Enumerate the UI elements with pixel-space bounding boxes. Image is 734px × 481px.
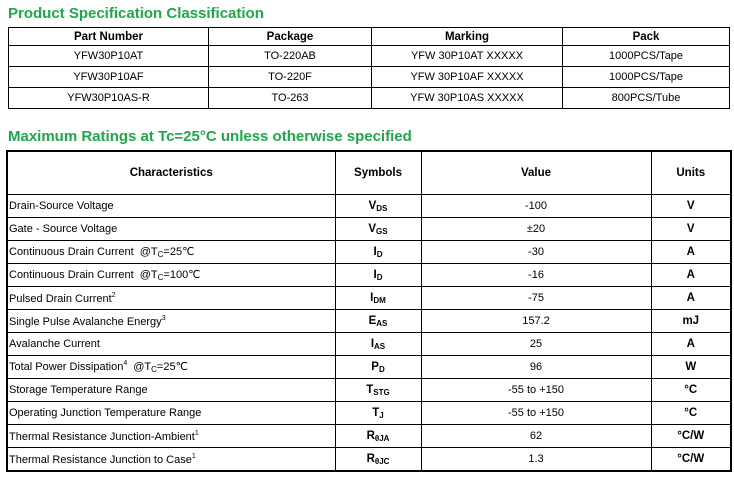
characteristic-cell xyxy=(7,402,335,425)
characteristic-cell xyxy=(7,241,335,264)
ratings-row xyxy=(7,310,731,333)
symbol-cell xyxy=(335,425,421,448)
symbol-cell xyxy=(335,195,421,218)
symbol-subscript: θJA xyxy=(374,433,390,443)
unit-cell: °C/W xyxy=(651,425,731,448)
spec-cell-package: TO-263 xyxy=(209,88,372,109)
value-cell: -30 xyxy=(421,241,651,264)
symbol-cell xyxy=(335,218,421,241)
characteristic-cell xyxy=(7,310,335,333)
symbol-subscript: DS xyxy=(376,203,388,213)
characteristic-cell xyxy=(7,287,335,310)
spec-header-package: Package xyxy=(209,28,372,46)
condition-prefix: @T xyxy=(133,361,152,373)
symbol-letter: R xyxy=(366,452,375,465)
condition-subscript: C xyxy=(157,250,164,259)
characteristic-label: Drain-Source Voltage xyxy=(9,200,114,212)
symbol-subscript: AS xyxy=(374,341,386,351)
spec-header-marking: Marking xyxy=(372,28,563,46)
unit-cell: A xyxy=(651,287,731,310)
symbol-subscript: J xyxy=(379,410,384,420)
spec-cell-marking: YFW 30P10AS XXXXX xyxy=(372,88,563,109)
ratings-row xyxy=(7,195,731,218)
condition-prefix: @T xyxy=(139,246,158,258)
symbol-cell xyxy=(335,241,421,264)
spec-cell-part-number: YFW30P10AS-R xyxy=(9,88,209,109)
condition-subscript: C xyxy=(157,273,164,282)
characteristic-label: Single Pulse Avalanche Energy xyxy=(9,315,162,328)
value-cell: -16 xyxy=(421,264,651,287)
ratings-row xyxy=(7,402,731,425)
spec-cell-pack: 1000PCS/Tape xyxy=(563,67,730,88)
unit-cell: V xyxy=(651,218,731,241)
unit-cell: A xyxy=(651,333,731,356)
characteristic-label: Pulsed Drain Current xyxy=(9,292,112,305)
characteristic-label: Operating Junction Temperature Range xyxy=(9,407,202,419)
characteristic-label: Continuous Drain Current xyxy=(9,269,134,281)
characteristic-cell xyxy=(7,425,335,448)
spec-cell-package: TO-220F xyxy=(209,67,372,88)
unit-cell: A xyxy=(651,264,731,287)
spec-cell-package: TO-220AB xyxy=(209,46,372,67)
symbol-subscript: θJC xyxy=(374,456,390,466)
condition-prefix: @T xyxy=(139,269,158,281)
symbol-letter: T xyxy=(372,406,380,419)
characteristic-label: Total Power Dissipation xyxy=(9,361,124,373)
symbol-letter: T xyxy=(366,383,374,396)
value-cell: 157.2 xyxy=(421,310,651,333)
condition-subscript: C xyxy=(151,365,157,374)
symbol-letter: V xyxy=(368,199,377,212)
footnote-ref: 1 xyxy=(194,429,199,437)
characteristic-label: Gate - Source Voltage xyxy=(9,223,118,235)
ratings-header-units: Units xyxy=(651,151,731,195)
footnote-ref: 4 xyxy=(123,360,128,367)
characteristic-cell xyxy=(7,195,335,218)
ratings-row xyxy=(7,287,731,310)
ratings-table xyxy=(6,150,732,472)
characteristic-label: Continuous Drain Current xyxy=(9,246,134,258)
condition-value: =100℃ xyxy=(163,269,201,281)
symbol-subscript: DM xyxy=(373,295,386,305)
spec-table xyxy=(8,27,730,109)
symbol-cell xyxy=(335,356,421,379)
spec-header-part-number: Part Number xyxy=(9,28,209,46)
ratings-header-value: Value xyxy=(421,151,651,195)
characteristic-label: Storage Temperature Range xyxy=(9,384,148,396)
symbol-cell xyxy=(335,402,421,425)
symbol-subscript: D xyxy=(376,272,383,282)
spec-section-title: Product Specification Classification xyxy=(8,5,264,22)
ratings-row xyxy=(7,425,731,448)
symbol-letter: I xyxy=(370,337,375,350)
symbol-letter: I xyxy=(373,245,377,258)
spec-cell-pack: 1000PCS/Tape xyxy=(563,46,730,67)
spec-cell-marking: YFW 30P10AT XXXXX xyxy=(372,46,563,67)
footnote-ref: 1 xyxy=(191,452,196,460)
test-condition xyxy=(140,246,195,258)
test-condition xyxy=(133,361,188,373)
value-cell: 96 xyxy=(421,356,651,379)
value-cell: ±20 xyxy=(421,218,651,241)
characteristic-label: Thermal Resistance Junction to Case xyxy=(9,453,192,466)
unit-cell: °C xyxy=(651,402,731,425)
ratings-row xyxy=(7,333,731,356)
unit-cell: mJ xyxy=(651,310,731,333)
symbol-subscript: D xyxy=(378,364,385,374)
value-cell: -75 xyxy=(421,287,651,310)
ratings-header-row xyxy=(7,151,731,195)
ratings-header-symbols: Symbols xyxy=(335,151,421,195)
characteristic-cell xyxy=(7,218,335,241)
footnote-ref: 2 xyxy=(111,291,116,299)
unit-cell: A xyxy=(651,241,731,264)
symbol-letter: R xyxy=(366,429,375,442)
condition-value: =25℃ xyxy=(156,361,188,373)
unit-cell: °C xyxy=(651,379,731,402)
symbol-subscript: STG xyxy=(373,387,390,397)
value-cell: 1.3 xyxy=(421,448,651,472)
characteristic-cell xyxy=(7,264,335,287)
ratings-row xyxy=(7,218,731,241)
symbol-letter: V xyxy=(368,222,377,235)
value-cell: 62 xyxy=(421,425,651,448)
spec-cell-pack: 800PCS/Tube xyxy=(563,88,730,109)
symbol-cell xyxy=(335,448,421,472)
spec-cell-part-number: YFW30P10AF xyxy=(9,67,209,88)
spec-row xyxy=(9,46,730,67)
symbol-letter: E xyxy=(368,314,377,327)
characteristic-cell xyxy=(7,356,335,379)
value-cell: -55 to +150 xyxy=(421,402,651,425)
characteristic-cell xyxy=(7,379,335,402)
symbol-cell xyxy=(335,333,421,356)
spec-header-pack: Pack xyxy=(563,28,730,46)
symbol-subscript: AS xyxy=(376,318,388,328)
symbol-subscript: GS xyxy=(376,226,388,236)
ratings-row xyxy=(7,356,731,379)
unit-cell: V xyxy=(651,195,731,218)
unit-cell: W xyxy=(651,356,731,379)
symbol-letter: P xyxy=(371,360,379,373)
ratings-row xyxy=(7,241,731,264)
symbol-letter: I xyxy=(373,268,377,281)
symbol-cell xyxy=(335,379,421,402)
unit-cell: °C/W xyxy=(651,448,731,472)
test-condition xyxy=(140,269,201,281)
spec-row xyxy=(9,67,730,88)
value-cell: -100 xyxy=(421,195,651,218)
spec-header-row xyxy=(9,28,730,46)
spec-cell-part-number: YFW30P10AT xyxy=(9,46,209,67)
symbol-cell xyxy=(335,287,421,310)
symbol-cell xyxy=(335,264,421,287)
characteristic-cell xyxy=(7,448,335,472)
ratings-row xyxy=(7,448,731,472)
ratings-row xyxy=(7,379,731,402)
symbol-subscript: D xyxy=(376,249,383,259)
characteristic-label: Thermal Resistance Junction-Ambient xyxy=(9,430,195,443)
spec-cell-marking: YFW 30P10AF XXXXX xyxy=(372,67,563,88)
characteristic-label: Avalanche Current xyxy=(9,338,100,350)
symbol-cell xyxy=(335,310,421,333)
value-cell: 25 xyxy=(421,333,651,356)
ratings-row xyxy=(7,264,731,287)
spec-row xyxy=(9,88,730,109)
footnote-ref: 3 xyxy=(161,314,166,322)
symbol-letter: I xyxy=(370,291,374,304)
characteristic-cell xyxy=(7,333,335,356)
ratings-section-title: Maximum Ratings at Tc=25°C unless otherwise specified xyxy=(8,128,412,145)
ratings-header-characteristics: Characteristics xyxy=(7,151,335,195)
condition-value: =25℃ xyxy=(163,246,195,258)
value-cell: -55 to +150 xyxy=(421,379,651,402)
